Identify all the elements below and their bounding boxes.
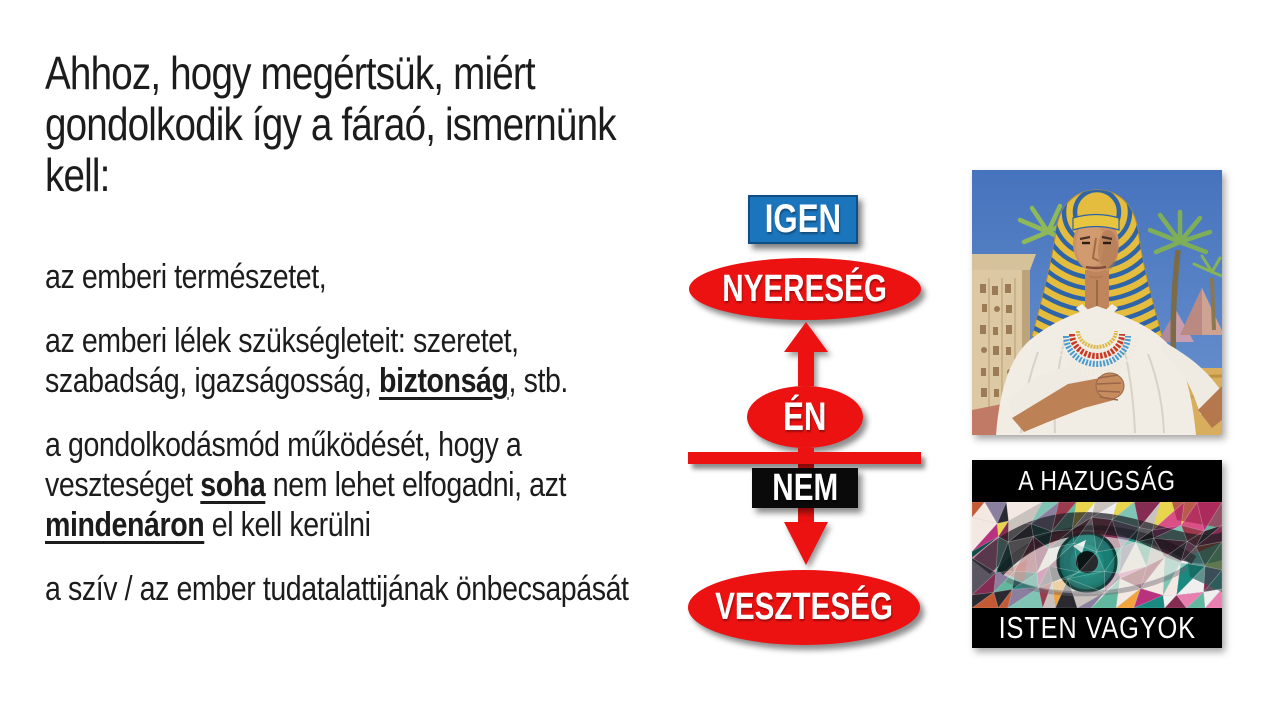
yes-box [748, 195, 858, 244]
slide-title: Ahhoz, hogy megértsük, miért gondolkodik így a fáraó, ismernünk kell: [45, 47, 616, 201]
bullet [45, 257, 633, 297]
bullet-text: el kell kerülni [204, 506, 371, 544]
threshold-bar [688, 452, 921, 464]
bullet-list [45, 257, 633, 609]
bullet [45, 321, 633, 401]
bullet [45, 425, 633, 545]
no-label: NEM [772, 466, 838, 509]
yes-label: IGEN [764, 197, 842, 241]
eye-poster-top-caption: A HAZUGSÁG [1018, 465, 1176, 496]
up-arrow-icon [784, 322, 828, 386]
bullet-emphasis: mindenáron [45, 506, 205, 544]
bullet-text: a gondolkodásmód működését, hogy a veszteséget [45, 426, 522, 504]
pharaoh-painting [972, 170, 1222, 435]
no-box [752, 468, 858, 508]
bullet-emphasis: soha [200, 466, 266, 504]
bullet-text: az emberi lélek szükségleteit: szeretet, szabadság, igazságosság, [45, 322, 519, 400]
text-column [45, 48, 633, 633]
bullet [45, 569, 633, 609]
bullet-text: , stb. [508, 362, 568, 400]
eye-poster-bottom-bar [972, 608, 1222, 648]
down-arrow-icon [784, 522, 828, 565]
bullet-emphasis: biztonság [379, 362, 509, 400]
self-label: ÉN [783, 394, 827, 439]
gain-ellipse [689, 258, 921, 320]
eye-poster-top-bar [972, 460, 1222, 502]
eye-poster-bottom-caption: ISTEN VAGYOK [998, 610, 1196, 645]
bullet-text: a szív / az ember tudatalattijának önbecsapását [45, 570, 629, 608]
self-ellipse [747, 386, 863, 448]
loss-label: VESZTESÉG [715, 586, 893, 628]
pharaoh-illustration [972, 170, 1222, 435]
lowpoly-eye-illustration [972, 502, 1222, 608]
loss-ellipse [688, 570, 920, 645]
gain-label: NYERESÉG [722, 267, 888, 310]
bullet-text: nem lehet elfogadni, azt [265, 466, 566, 504]
eye-poster [972, 460, 1222, 648]
bullet-text: az emberi természetet, [45, 258, 327, 296]
